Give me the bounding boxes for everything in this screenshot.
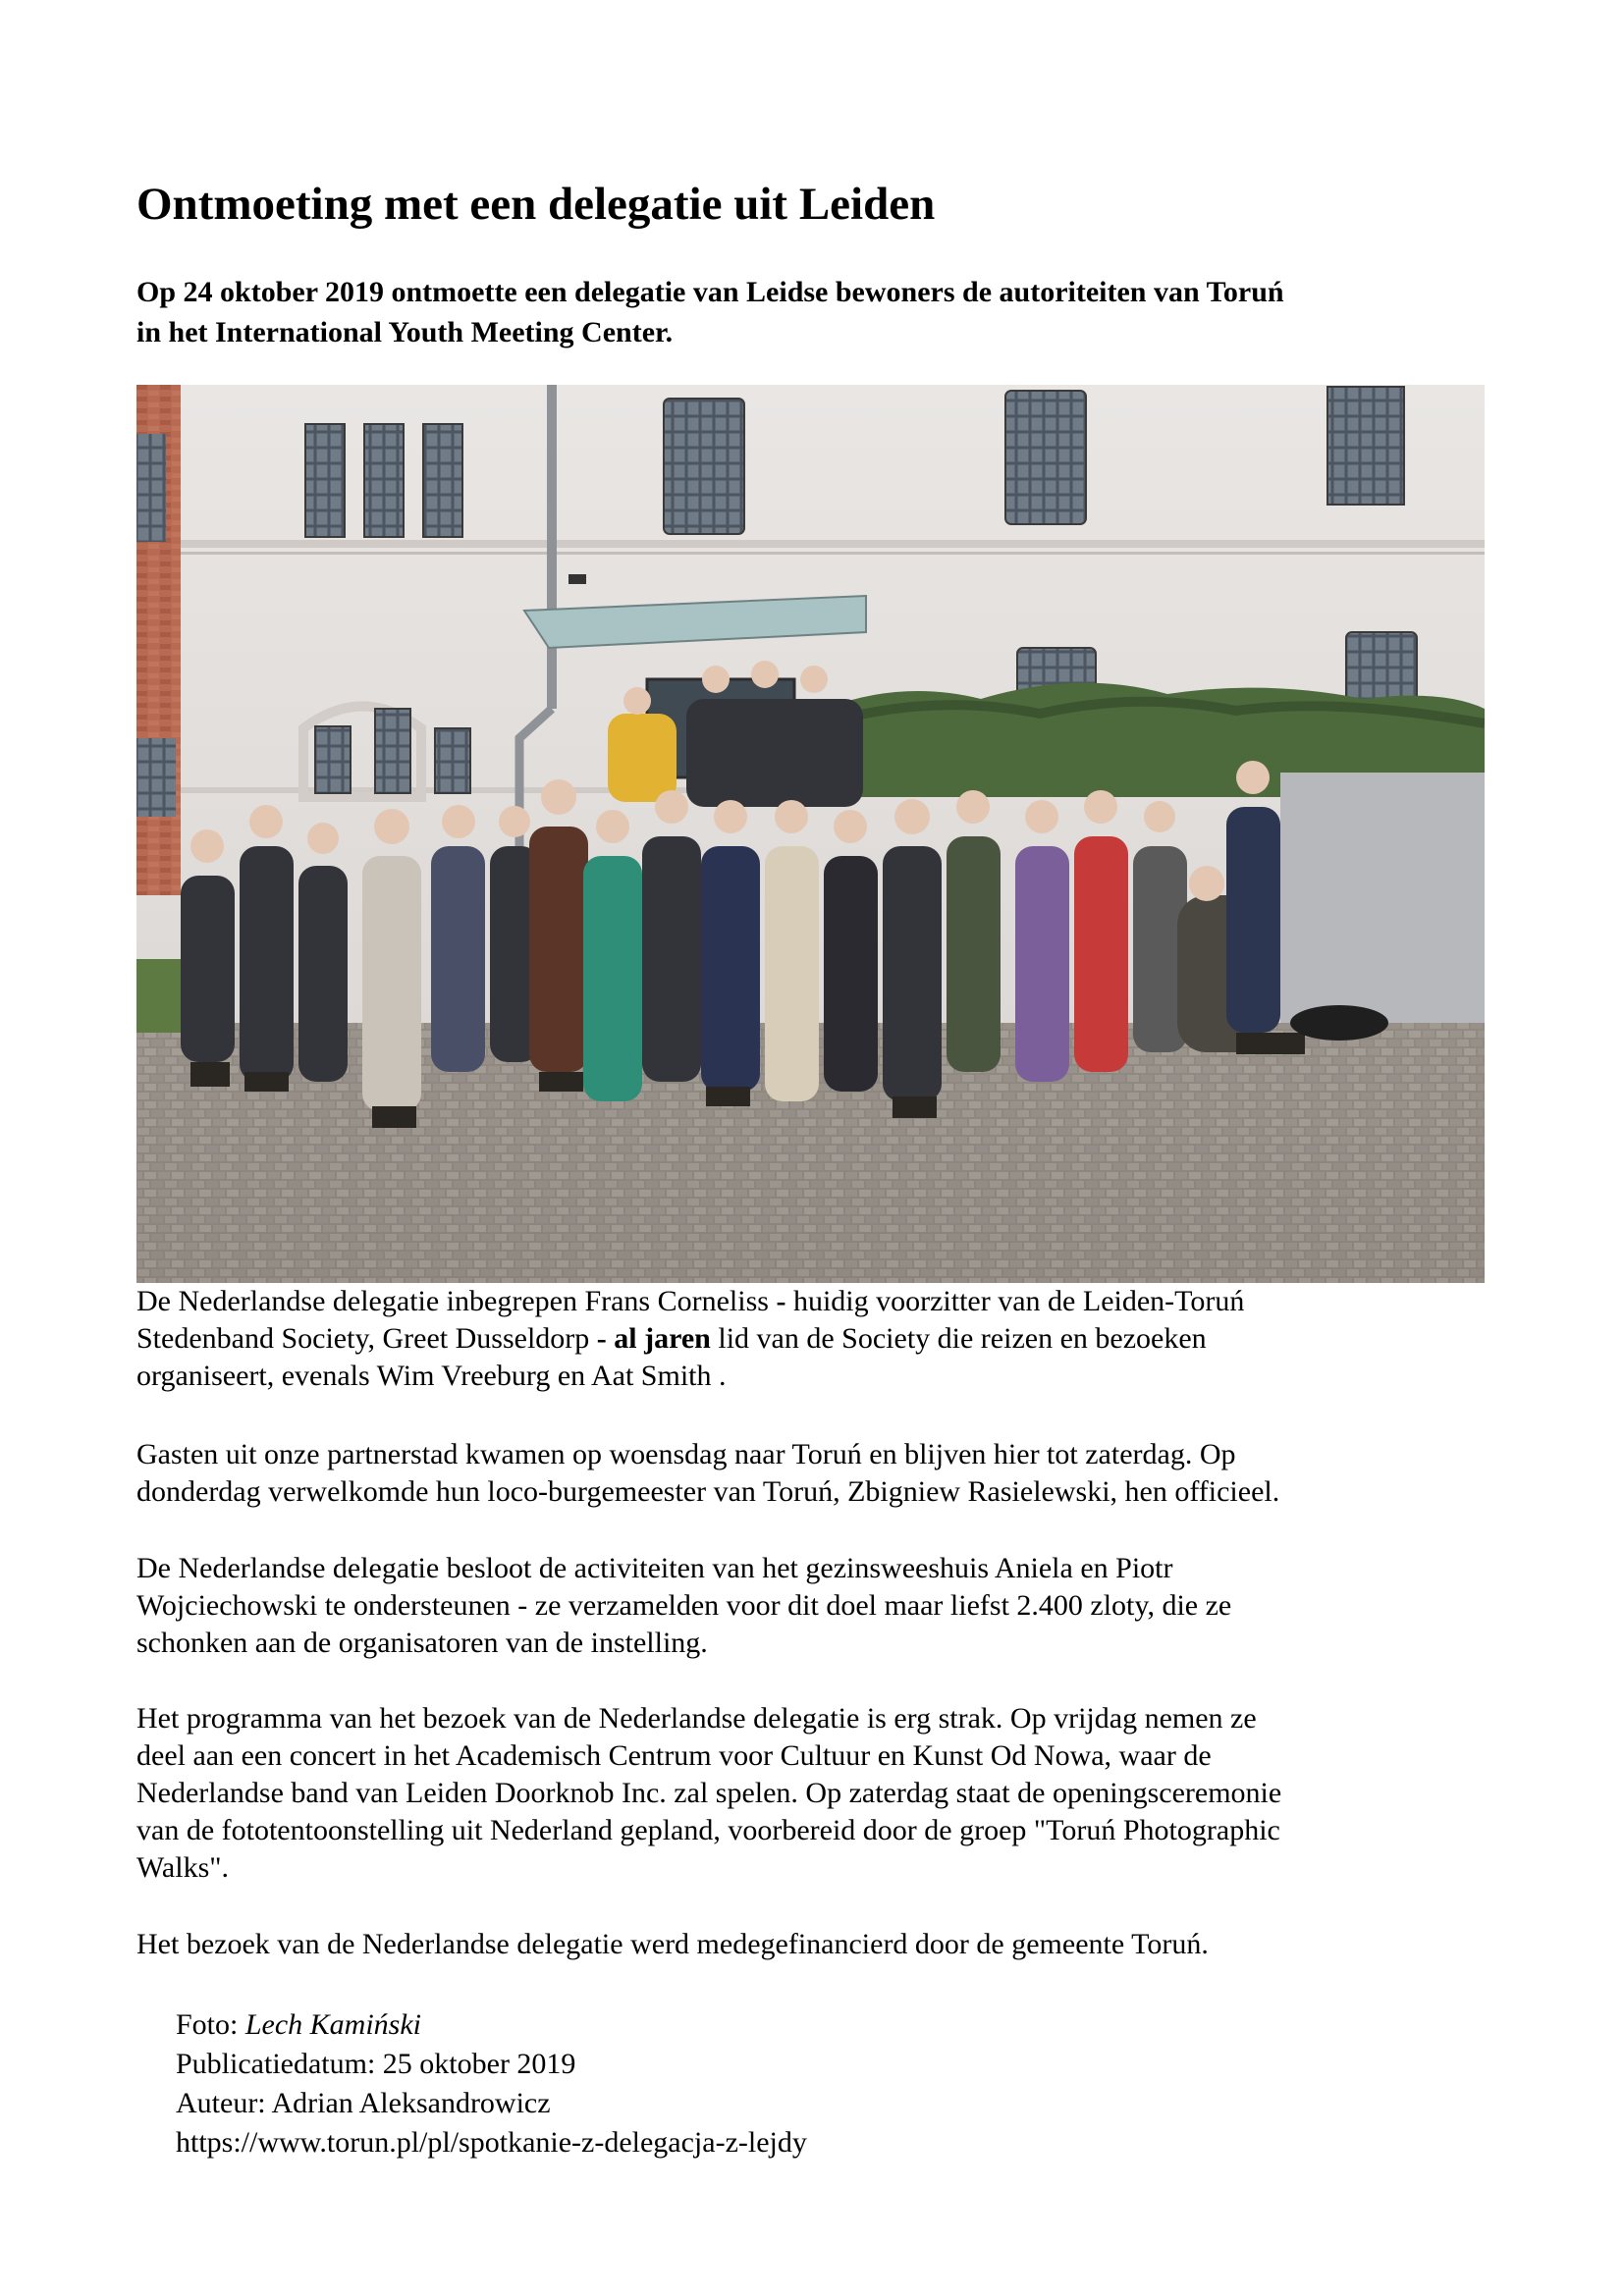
author: Auteur: Adrian Aleksandrowicz (176, 2087, 551, 2119)
text-run: huidig voorzitter van de Leiden-Toruń (785, 1285, 1245, 1317)
text-run-bold: - (776, 1285, 786, 1317)
credits (176, 2005, 807, 2163)
paragraph-line: organiseert, evenals Wim Vreeburg en Aat Smith . (136, 1360, 727, 1392)
publication-date: Publicatiedatum: 25 oktober 2019 (176, 2048, 576, 2080)
paragraph-line: Het programma van het bezoek van de Nederlandse delegatie is erg strak. Op vrijdag nemen ze (136, 1702, 1257, 1735)
paragraph-line: deel aan een concert in het Academisch Centrum voor Cultuur en Kunst Od Nowa, waar de (136, 1739, 1212, 1772)
paragraph-line: Wojciechowski te ondersteunen - ze verzamelden voor dit doel maar liefst 2.400 zloty, die ze (136, 1589, 1232, 1622)
paragraph-line: Het bezoek van de Nederlandse delegatie werd medegefinancierd door de gemeente Toruń. (136, 1928, 1209, 1960)
photo-credit (176, 2005, 807, 2045)
paragraph-donation (136, 1550, 1511, 1662)
lead-line: Op 24 oktober 2019 ontmoette een delegatie van Leidse bewoners de autoriteiten van Toruń (136, 276, 1284, 308)
article-title: Ontmoeting met een delegatie uit Leiden (136, 179, 936, 230)
paragraph-guests (136, 1436, 1511, 1511)
text-run: De Nederlandse delegatie inbegrepen Frans Corneliss (136, 1285, 777, 1317)
paragraph-line: Nederlandse band van Leiden Doorknob Inc. zal spelen. Op zaterdag staat de openingsceremonie (136, 1777, 1282, 1809)
group-photo-illustration (136, 385, 1485, 1283)
lead-line: in het International Youth Meeting Center. (136, 316, 674, 348)
paragraph-delegation (136, 1283, 1511, 1395)
photo-credit-label: Foto: (176, 2008, 245, 2041)
group-photo (136, 385, 1485, 1283)
paragraph-line (136, 1283, 1511, 1320)
source-url: https://www.torun.pl/pl/spotkanie-z-delegacja-z-lejdy (176, 2126, 807, 2159)
text-run-bold: - al jaren (596, 1322, 711, 1355)
text-run: Stedenband Society, Greet Dusseldorp (136, 1322, 597, 1355)
article-lead (136, 272, 1491, 352)
paragraph-line: schonken aan de organisatoren van de instelling. (136, 1627, 708, 1659)
paragraph-line: van de fototentoonstelling uit Nederland gepland, voorbereid door de groep "Toruń Photographic (136, 1814, 1280, 1846)
paragraph-line: Gasten uit onze partnerstad kwamen op woensdag naar Toruń en blijven hier tot zaterdag. Op (136, 1438, 1236, 1470)
paragraph-line (136, 1320, 1511, 1358)
paragraph-line: De Nederlandse delegatie besloot de activiteiten van het gezinsweeshuis Aniela en Piotr (136, 1552, 1173, 1584)
photo-credit-name: Lech Kamiński (244, 2008, 422, 2041)
paragraph-funding (136, 1926, 1511, 1963)
paragraph-program (136, 1700, 1511, 1887)
text-run: lid van de Society die reizen en bezoeken (710, 1322, 1207, 1355)
paragraph-line: Walks". (136, 1851, 229, 1884)
paragraph-line: donderdag verwelkomde hun loco-burgemeester van Toruń, Zbigniew Rasielewski, hen officieel. (136, 1475, 1280, 1508)
